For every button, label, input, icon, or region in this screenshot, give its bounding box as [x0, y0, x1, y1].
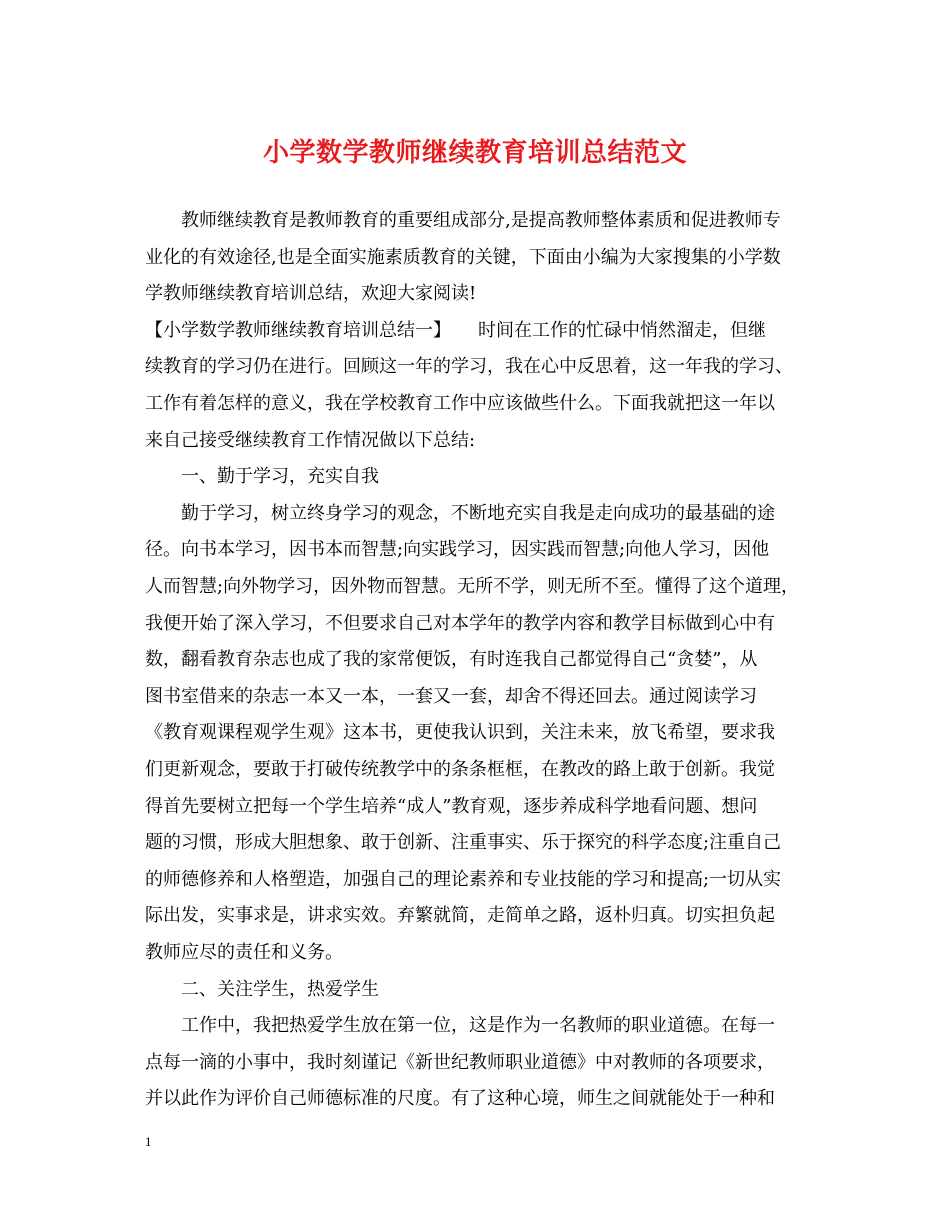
body-text-line: 续教育的学习仍在进行。回顾这一年的学习，我在心中反思着，这一年我的学习、 — [145, 356, 793, 378]
body-text-line: 我便开始了深入学习，不但要求自己对本学年的教学内容和教学目标做到心中有 — [145, 612, 775, 634]
body-text-line: 教师应尽的责任和义务。 — [145, 942, 343, 963]
body-text-line: 来自己接受继续教育工作情况做以下总结: — [145, 429, 476, 451]
body-text-line: 得首先要树立把每一个学生培养“成人”教育观，逐步养成科学地看问题、想问 — [145, 795, 758, 817]
body-text-line: 的师德修养和人格塑造，加强自己的理论素养和专业技能的学习和提高;一切从实 — [145, 868, 782, 890]
body-text-line: 业化的有效途径,也是全面实施素质教育的关键，下面由小编为大家搜集的小学数 — [145, 246, 781, 268]
body-text-line: 勤于学习，树立终身学习的观念，不断地充实自我是走向成功的最基础的途 — [145, 502, 775, 524]
body-text-line: 点每一滴的小事中，我时刻谨记《新世纪教师职业道德》中对教师的各项要求， — [145, 1051, 775, 1073]
body-text-line: 一、勤于学习，充实自我 — [145, 466, 379, 488]
body-text-line: 题的习惯，形成大胆想象、敢于创新、注重事实、乐于探究的科学态度;注重自己 — [145, 832, 782, 854]
body-text-line: 二、关注学生，热爱学生 — [145, 978, 379, 1000]
document-title: 小学数学教师继续教育培训总结范文 — [262, 138, 687, 168]
body-text-line: 【小学数学教师继续教育培训总结一】 时间在工作的忙碌中悄然溜走，但继 — [145, 319, 766, 341]
body-text-line: 并以此作为评价自己师德标准的尺度。有了这种心境，师生之间就能处于一种和 — [145, 1088, 775, 1110]
body-text-line: 图书室借来的杂志一本又一本，一套又一套，却舍不得还回去。通过阅读学习 — [145, 685, 757, 707]
body-text-line: 径。向书本学习，因书本而智慧;向实践学习，因实践而智慧;向他人学习，因他 — [145, 539, 770, 561]
body-text-line: 学教师继续教育培训总结，欢迎大家阅读! — [145, 283, 477, 305]
body-text-line: 工作有着怎样的意义，我在学校教育工作中应该做些什么。下面我就把这一年以 — [145, 393, 775, 414]
body-text-line: 数，翻看教育杂志也成了我的家常便饭，有时连我自己都觉得自己“贪婪”，从 — [145, 649, 758, 671]
body-text-line: 《教育观课程观学生观》这本书，更使我认识到，关注未来，放飞希望，要求我 — [145, 722, 775, 744]
body-text-line: 际出发，实事求是，讲求实效。弃繁就简，走简单之路，返朴归真。切实担负起 — [145, 905, 775, 927]
body-text-line: 工作中，我把热爱学生放在第一位，这是作为一名教师的职业道德。在每一 — [145, 1015, 775, 1037]
body-text-line: 们更新观念，要敢于打破传统教学中的条条框框，在教改的路上敢于创新。我觉 — [145, 759, 775, 780]
page-number: 1 — [145, 1134, 152, 1149]
body-text-line: 教师继续教育是教师教育的重要组成部分,是提高教师整体素质和促进教师专 — [145, 210, 781, 231]
body-text-line: 人而智慧;向外物学习，因外物而智慧。无所不学，则无所不至。懂得了这个道理， — [145, 576, 800, 597]
